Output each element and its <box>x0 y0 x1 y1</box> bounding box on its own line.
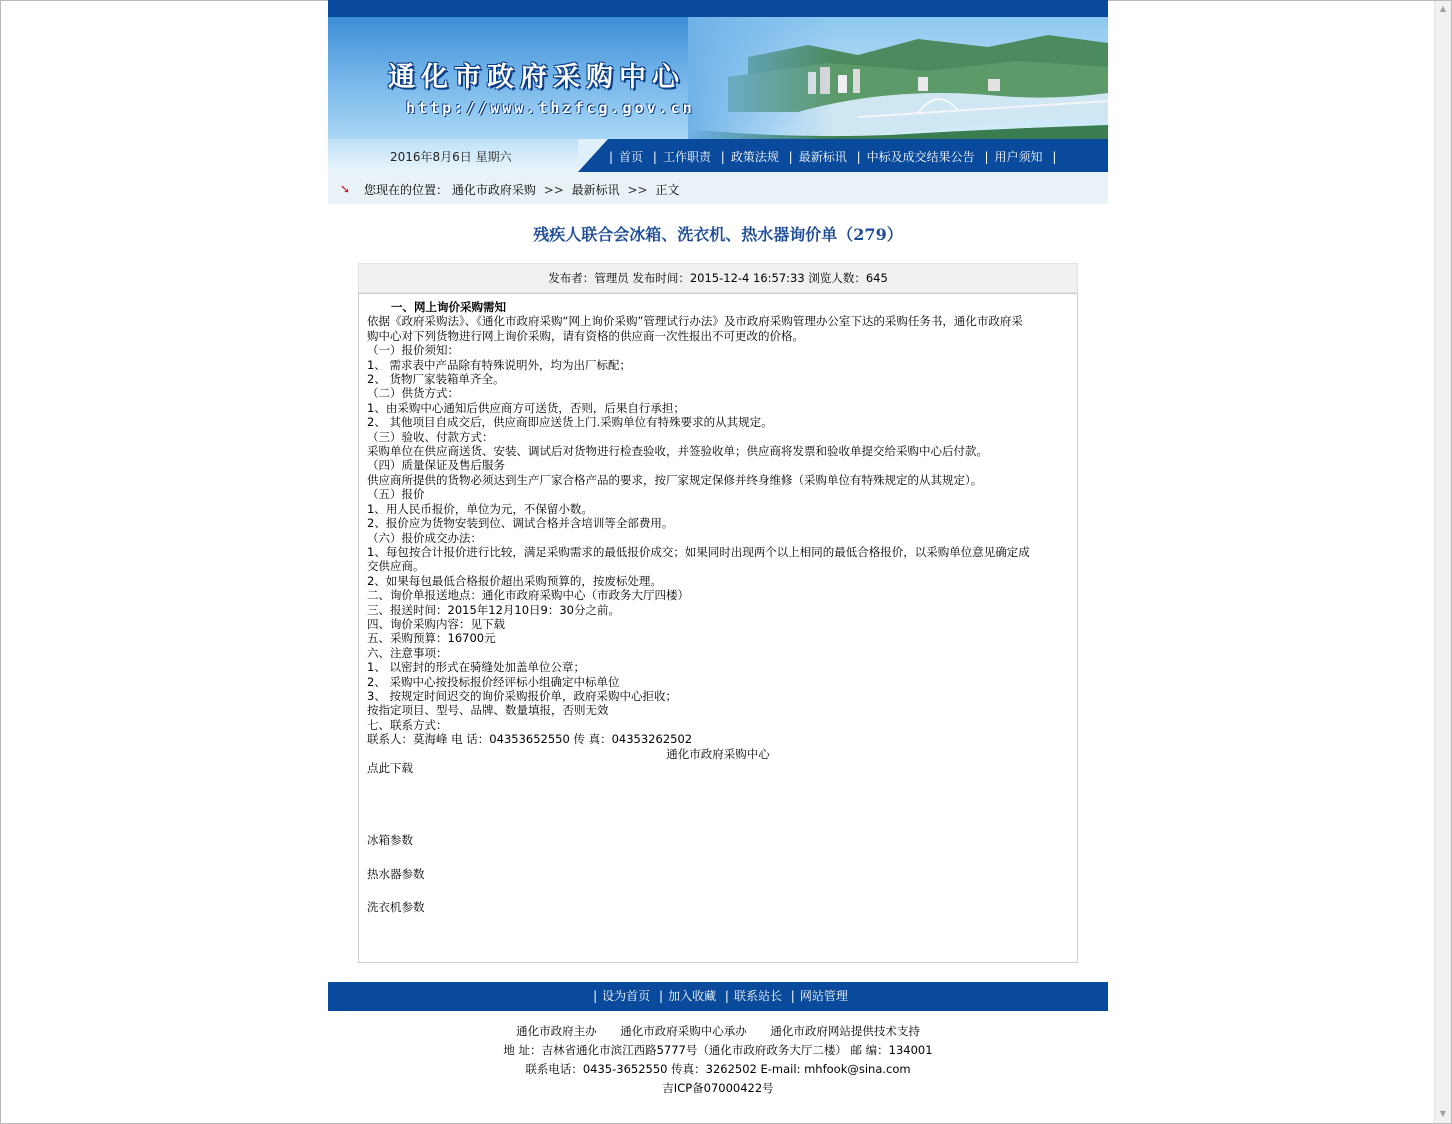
main-nav: | 首页 | 工作职责 | 政策法规 | 最新标讯 | 中标及成交结果公告 | 用户须知 | <box>609 150 1057 164</box>
article-meta: 发布者：管理员 发布时间：2015-12-4 16:57:33 浏览人数：645 <box>358 263 1078 293</box>
site-url: http://www.thzfcg.gov.cn <box>406 99 695 117</box>
page-container <box>328 0 1108 1095</box>
nav-latest-bids[interactable]: 最新标讯 <box>798 150 847 164</box>
body-line: 六、注意事项： <box>367 645 448 660</box>
body-line: 购中心对下列货物进行网上询价采购，请有资格的供应商一次性报出不可更改的价格。 <box>367 328 804 343</box>
footer-address: 地 址：吉林省通化市滨江西路5777号（通化市政府政务大厅二楼） 邮 编：134001 <box>503 1043 933 1057</box>
date-box <box>328 139 578 172</box>
attachment-link-water-heater[interactable]: 热水器参数 <box>367 866 425 881</box>
body-line: （二）供货方式： <box>367 386 459 401</box>
article-body <box>358 293 1078 963</box>
body-line: 1、每包按合计报价进行比较，满足采购需求的最低报价成交；如果同时出现两个以上相同的最低合格报价，以采购单位意见确定成 <box>367 544 1030 559</box>
body-line: （五）报价 <box>367 487 425 502</box>
body-line: 三、报送时间：2015年12月10日9：30分之前。 <box>367 602 620 617</box>
nav-duties[interactable]: 工作职责 <box>662 150 711 164</box>
breadcrumb-item-home[interactable]: 通化市政府采购 <box>451 183 536 197</box>
body-line: （四）质量保证及售后服务 <box>367 458 505 473</box>
body-line: 1、 以密封的形式在骑缝处加盖单位公章； <box>367 660 585 675</box>
attachment-link-washer[interactable]: 洗衣机参数 <box>367 900 425 915</box>
current-date: 2016年8月6日 星期六 <box>390 150 512 164</box>
download-link[interactable]: 点此下载 <box>367 761 413 775</box>
body-line: 五、采购预算：16700元 <box>367 631 496 646</box>
body-line: 交供应商。 <box>367 559 425 574</box>
body-line: （一）报价须知： <box>367 343 459 358</box>
body-line: 2、 货物厂家装箱单齐全。 <box>367 372 505 387</box>
scroll-up-arrow-icon[interactable]: ▲ <box>1439 4 1447 13</box>
body-line: 联系人：莫海峰 电 话：04353652550 传 真：04353262502 <box>367 732 693 747</box>
breadcrumb-label: 您现在的位置： <box>364 183 449 197</box>
body-line: 四、询价采购内容：见下载 <box>367 616 505 631</box>
body-line: 1、用人民币报价，单位为元，不保留小数。 <box>367 501 593 516</box>
footer-icp: 吉ICP备07000422号 <box>662 1081 774 1095</box>
footer-organizer: 通化市政府采购中心承办 <box>620 1024 747 1038</box>
body-line: 七、联系方式： <box>367 717 448 732</box>
footer-sponsor: 通化市政府主办 <box>516 1024 597 1038</box>
body-line: 2、如果每包最低合格报价超出采购预算的，按废标处理。 <box>367 573 662 588</box>
footer-tech-support: 通化市政府网站提供技术支持 <box>770 1024 920 1038</box>
footer-info <box>328 1022 1108 1098</box>
body-line: 1、 需求表中产品除有特殊说明外，均为出厂标配； <box>367 357 631 372</box>
body-line: （三）验收、付款方式： <box>367 429 494 444</box>
attachment-link-fridge[interactable]: 冰箱参数 <box>367 833 413 848</box>
footer-nav: | 设为首页 | 加入收藏 | 联系站长 | 网站管理 <box>328 982 1108 1011</box>
body-line: 3、 按规定时间迟交的询价采购报价单，政府采购中心拒收； <box>367 688 677 703</box>
footer-link-bookmark[interactable]: 加入收藏 <box>668 989 717 1003</box>
scroll-down-arrow-icon[interactable]: ▼ <box>1439 1109 1447 1118</box>
body-line: 2、 采购中心按投标报价经评标小组确定中标单位 <box>367 674 620 689</box>
signature: 通化市政府采购中心 <box>666 746 770 761</box>
body-line: 2、 其他项目自成交后，供应商即应送货上门.采购单位有特殊要求的从其规定。 <box>367 415 773 430</box>
body-line: 供应商所提供的货物必须达到生产厂家合格产品的要求，按厂家规定保修并终身维修（采购单位有特殊规定的从其规定）。 <box>367 472 983 487</box>
nav-award-results[interactable]: 中标及成交结果公告 <box>866 150 975 164</box>
site-title: 通化市政府采购中心 <box>388 62 685 93</box>
city-river-photo-illustration <box>688 17 1108 139</box>
body-line: 按指定项目、型号、品牌、数量填报，否则无效 <box>367 703 609 718</box>
location-arrow-icon: ➘ <box>340 182 351 196</box>
nav-home[interactable]: 首页 <box>619 150 644 164</box>
top-bar <box>328 0 1108 17</box>
footer-contact: 联系电话：0435-3652550 传真：3262502 E-mail: mhfook@sina.com <box>525 1062 911 1076</box>
main-nav-bar <box>328 139 1108 172</box>
body-line: 依据《政府采购法》、《通化市政府采购“网上询价采购”管理试行办法》及市政府采购管理办公室下达的采购任务书，通化市政府采 <box>367 314 1023 329</box>
article-title: 残疾人联合会冰箱、洗衣机、热水器询价单（279） <box>533 225 903 244</box>
footer-link-contact[interactable]: 联系站长 <box>733 989 782 1003</box>
body-line: 1、由采购中心通知后供应商方可送货，否则，后果自行承担； <box>367 400 685 415</box>
body-line: 2、报价应为货物安装到位、调试合格并含培训等全部费用。 <box>367 516 674 531</box>
breadcrumb-item-current: 正文 <box>655 183 680 197</box>
body-line: 采购单位在供应商送货、安装、调试后对货物进行检查验收，并签验收单；供应商将发票和验收单提交给采购中心后付款。 <box>367 444 988 459</box>
article-lines <box>367 314 1069 746</box>
body-line: （六）报价成交办法： <box>367 530 482 545</box>
site-banner <box>328 17 1108 139</box>
footer-link-set-home[interactable]: 设为首页 <box>602 989 651 1003</box>
breadcrumb <box>328 172 1108 204</box>
footer-sponsors <box>328 1022 1108 1041</box>
vertical-scrollbar[interactable] <box>1434 1 1451 1123</box>
section-heading: 一、网上询价采购需知 <box>391 300 506 314</box>
breadcrumb-item-latest-bids[interactable]: 最新标讯 <box>571 183 620 197</box>
nav-user-guide[interactable]: 用户须知 <box>994 150 1043 164</box>
breadcrumb-trail: 您现在的位置： 通化市政府采购 >> 最新标讯 >> 正文 <box>364 183 680 197</box>
footer-link-admin[interactable]: 网站管理 <box>799 989 848 1003</box>
nav-policies[interactable]: 政策法规 <box>730 150 779 164</box>
body-line: 二、询价单报送地点：通化市政府采购中心（市政务大厅四楼） <box>367 588 689 603</box>
